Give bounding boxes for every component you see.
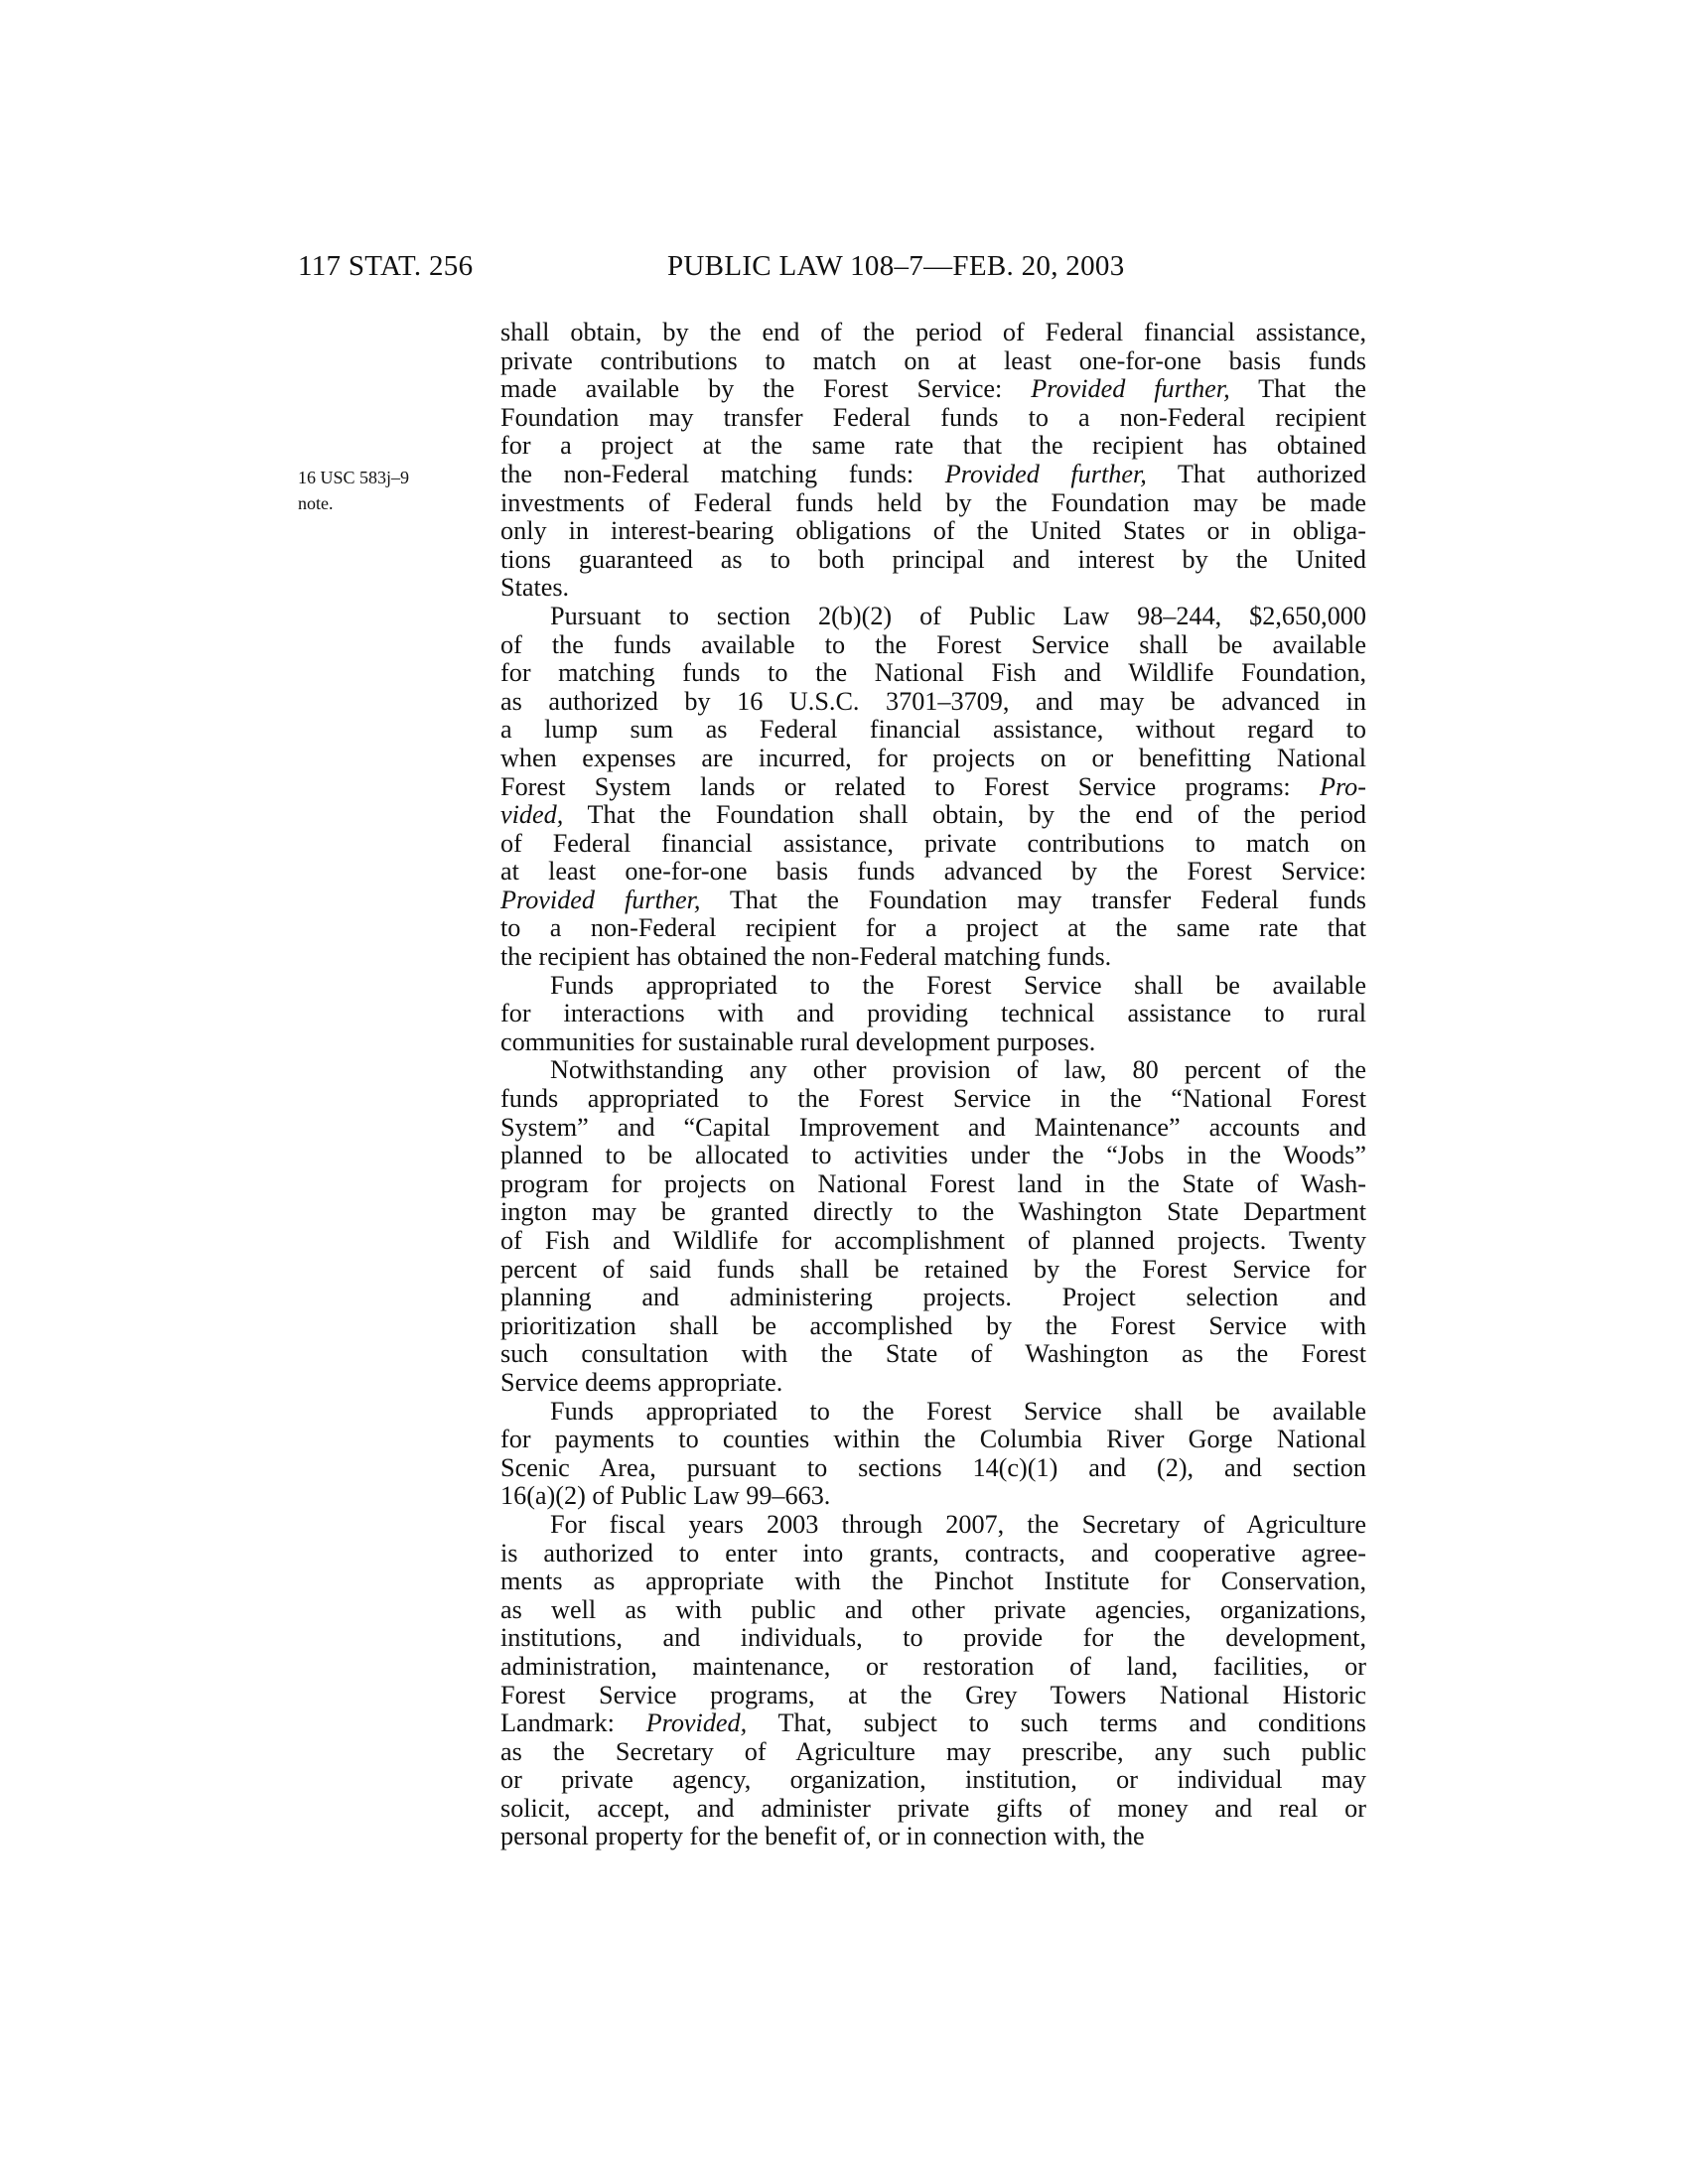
italic-text: Provided, [645,1708,748,1738]
text-line: funds appropriated to the Forest Service in the “National Forest [500,1084,1366,1114]
text-line: Forest System lands or related to Forest Service programs: Pro- [500,771,1366,801]
text-line: for interactions with and providing technical assistance to rural [500,999,1366,1028]
text-line: to a non-Federal recipient for a project at the same rate that [500,913,1366,943]
italic-text: Pro- [1319,771,1366,801]
text-line: as authorized by 16 U.S.C. 3701–3709, and may be advanced in [500,686,1366,716]
text-line: of Fish and Wildlife for accomplishment of planned projects. Twenty [500,1226,1366,1255]
text-line: or private agency, organization, institution, or individual may [500,1765,1366,1795]
text-line: for a project at the same rate that the recipient has obtained [500,431,1366,461]
italic-text: Provided further, [944,459,1147,488]
text-line: tions guaranteed as to both principal and interest by the United [500,544,1366,574]
text-line: percent of said funds shall be retained by the Forest Service for [500,1254,1366,1284]
text-line: for payments to counties within the Columbia River Gorge National [500,1425,1366,1454]
text-line: vided, That the Foundation shall obtain, by the end of the period [500,800,1366,830]
paragraph [500,1398,1366,1511]
stat-reference: 117 STAT. 256 [298,250,474,282]
paragraph [500,319,1366,603]
text-line: prioritization shall be accomplished by the Forest Service with [500,1310,1366,1340]
text-line: as the Secretary of Agriculture may prescribe, any such public [500,1736,1366,1766]
text-line: when expenses are incurred, for projects on or benefitting National [500,743,1366,772]
text-line: is authorized to enter into grants, contracts, and cooperative agree- [500,1538,1366,1568]
italic-text: vided, [500,800,564,830]
text-line: Foundation may transfer Federal funds to a non-Federal recipient [500,402,1366,432]
text-line: private contributions to match on at least one-for-one basis funds [500,345,1366,375]
margin-citation [298,465,487,516]
text-line: of the funds available to the Forest Service shall be available [500,629,1366,659]
italic-text: Provided further, [500,885,701,914]
paragraph [500,972,1366,1057]
text-line: solicit, accept, and administer private gifts of money and real or [500,1793,1366,1823]
text-line: Forest Service programs, at the Grey Towers National Historic [500,1680,1366,1709]
paragraph [500,1056,1366,1397]
text-line: ments as appropriate with the Pinchot Institute for Conservation, [500,1567,1366,1596]
text-line: planned to be allocated to activities under the “Jobs in the Woods” [500,1141,1366,1170]
text-line: for matching funds to the National Fish and Wildlife Foundation, [500,658,1366,688]
text-line: such consultation with the State of Washington as the Forest [500,1339,1366,1369]
text-line: at least one-for-one basis funds advanced by the Forest Service: [500,857,1366,887]
text-line: shall obtain, by the end of the period of Federal financial assistance, [500,318,1366,346]
text-line: Service deems appropriate. [500,1367,783,1397]
text-line: Scenic Area, pursuant to sections 14(c)(1) and (2), and section [500,1452,1366,1482]
body-text [500,319,1366,1851]
text-line: Landmark: Provided, That, subject to such terms and conditions [500,1708,1367,1738]
text-line: institutions, and individuals, to provide for the development, [500,1623,1366,1653]
text-line: investments of Federal funds held by the Foundation may be made [500,487,1366,517]
text-line: For fiscal years 2003 through 2007, the Secretary of Agriculture [550,1509,1366,1539]
text-line: Pursuant to section 2(b)(2) of Public Law 98–244, $2,650,000 [550,601,1366,630]
text-line: 16(a)(2) of Public Law 99–663. [500,1481,831,1511]
text-line: the recipient has obtained the non-Federal matching funds. [500,942,1112,972]
text-line: personal property for the benefit of, or in connection with, the [500,1822,1145,1851]
text-line: Provided further, That the Foundation may transfer Federal funds [500,885,1366,914]
text-line: a lump sum as Federal financial assistance, without regard to [500,715,1366,745]
paragraph [500,1511,1366,1851]
text-line: program for projects on National Forest land in the State of Wash- [500,1168,1366,1198]
text-line: ington may be granted directly to the Washington State Department [500,1197,1366,1227]
margin-citation-line: note. [298,493,334,513]
text-line: Funds appropriated to the Forest Service shall be available [550,1396,1366,1426]
text-line: only in interest-bearing obligations of the United States or in obliga- [500,516,1366,546]
text-line: Funds appropriated to the Forest Service shall be available [550,970,1366,1000]
text-line: Notwithstanding any other provision of law, 80 percent of the [550,1055,1366,1085]
text-line: System” and “Capital Improvement and Maintenance” accounts and [500,1112,1366,1142]
paragraph [500,603,1366,972]
text-line: the non-Federal matching funds: Provided further, That authorized [500,459,1367,488]
margin-citation-line: 16 USC 583j–9 [298,468,410,487]
text-line: communities for sustainable rural development purposes. [500,1026,1096,1056]
text-line: planning and administering projects. Project selection and [500,1283,1366,1312]
law-title: PUBLIC LAW 108–7—FEB. 20, 2003 [667,250,1125,282]
italic-text: Provided further, [1031,374,1230,404]
text-line: administration, maintenance, or restoration of land, facilities, or [500,1651,1366,1681]
text-line: made available by the Forest Service: Provided further, That the [500,374,1367,404]
text-line: as well as with public and other private agencies, organizations, [500,1594,1366,1624]
text-line: of Federal financial assistance, private contributions to match on [500,828,1366,858]
text-line: States. [500,573,570,603]
